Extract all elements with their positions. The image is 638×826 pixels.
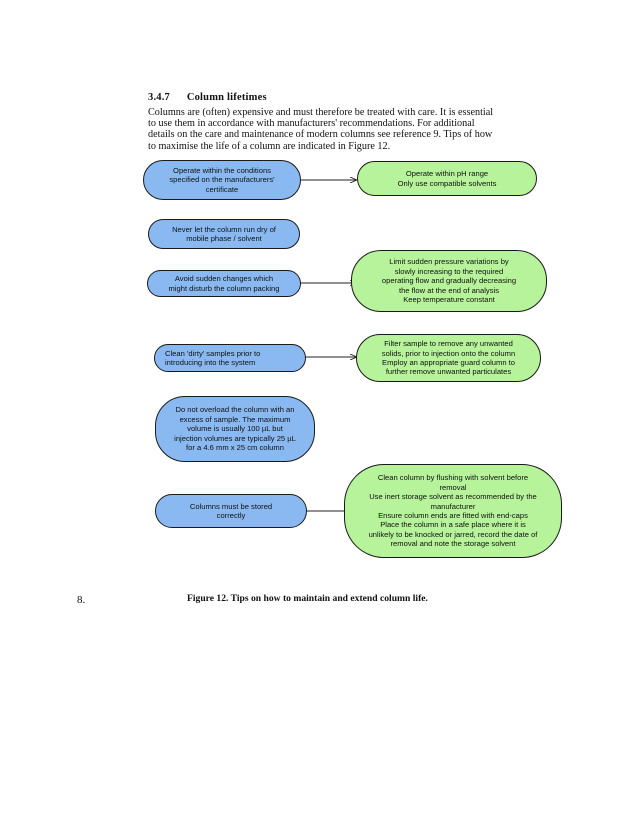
node-text: Operate within the conditions	[173, 165, 271, 175]
paragraph-line: to maximise the life of a column are indicated in Figure 12.	[148, 140, 391, 152]
node-text: removal	[439, 482, 467, 492]
node-text: introducing into the system	[165, 358, 256, 367]
node-text: Clean column by flushing with solvent before	[377, 473, 529, 483]
tip-node-do-not-overload	[155, 396, 315, 462]
body-paragraph	[148, 107, 540, 152]
node-text: mobile phase / solvent	[186, 234, 262, 243]
tip-node-operate-conditions	[143, 160, 301, 200]
page-number: 8.	[77, 594, 86, 606]
paragraph-line: to use them in accordance with manufacturers' recommendations. For additional	[148, 118, 475, 130]
node-text: volume is usually 100 µL but	[187, 424, 283, 434]
node-text: Operate within pH range	[405, 169, 489, 179]
node-text: Columns must be stored	[189, 501, 273, 511]
node-text: Place the column in a safe place where it is	[380, 520, 526, 530]
node-text: Only use compatible solvents	[397, 178, 497, 188]
tip-node-clean-samples	[154, 344, 306, 372]
figure-caption: Figure 12. Tips on how to maintain and extend column life.	[187, 593, 428, 604]
node-text: unlikely to be knocked or jarred, record the date of	[368, 529, 538, 539]
node-text: Keep temperature constant	[403, 295, 495, 305]
node-text: Clean 'dirty' samples prior to	[165, 348, 261, 358]
node-text: certificate	[205, 184, 239, 194]
tip-node-storage	[155, 494, 307, 528]
section-heading	[148, 92, 267, 103]
node-text: correctly	[216, 511, 246, 520]
node-text: solids, prior to injection onto the column	[381, 348, 516, 358]
paragraph-line: details on the care and maintenance of modern columns see reference 9. Tips of how	[148, 129, 493, 141]
tip-node-avoid-sudden-changes	[147, 270, 301, 297]
detail-node-ph-range	[357, 161, 537, 196]
node-text: might disturb the column packing	[168, 283, 280, 293]
detail-node-filter-sample	[356, 334, 541, 382]
section-number: 3.4.7	[148, 92, 170, 103]
paragraph-line: Columns are (often) expensive and must therefore be treated with care. It is essential	[148, 107, 494, 118]
node-text: further remove unwanted particulates	[385, 367, 512, 377]
node-text: Filter sample to remove any unwanted	[384, 339, 513, 349]
detail-node-storage-steps	[344, 464, 562, 558]
node-text: removal and note the storage solvent	[390, 539, 516, 549]
node-text: Never let the column run dry of	[172, 224, 276, 234]
tip-node-never-run-dry	[148, 219, 300, 249]
node-text: the flow at the end of analysis	[398, 285, 500, 295]
section-title: Column lifetimes	[186, 92, 267, 103]
node-text: injection volumes are typically 25 µL	[174, 433, 296, 443]
detail-node-pressure	[351, 250, 547, 312]
node-text: Use inert storage solvent as recommended by the	[369, 492, 537, 502]
node-text: Ensure column ends are fitted with end-caps	[378, 511, 528, 520]
node-text: manufacturer	[430, 501, 476, 511]
node-text: Avoid sudden changes which	[174, 274, 274, 284]
node-text: specified on the manufacturers'	[169, 175, 275, 185]
node-text: slowly increasing to the required	[394, 266, 504, 276]
node-text: Do not overload the column with an	[175, 405, 295, 415]
node-text: excess of sample. The maximum	[179, 414, 291, 424]
node-text: Limit sudden pressure variations by	[389, 257, 509, 267]
node-text: for a 4.6 mm x 25 cm column	[186, 443, 284, 453]
node-text: operating flow and gradually decreasing	[381, 276, 517, 286]
node-text: Employ an appropriate guard column to	[382, 358, 515, 367]
